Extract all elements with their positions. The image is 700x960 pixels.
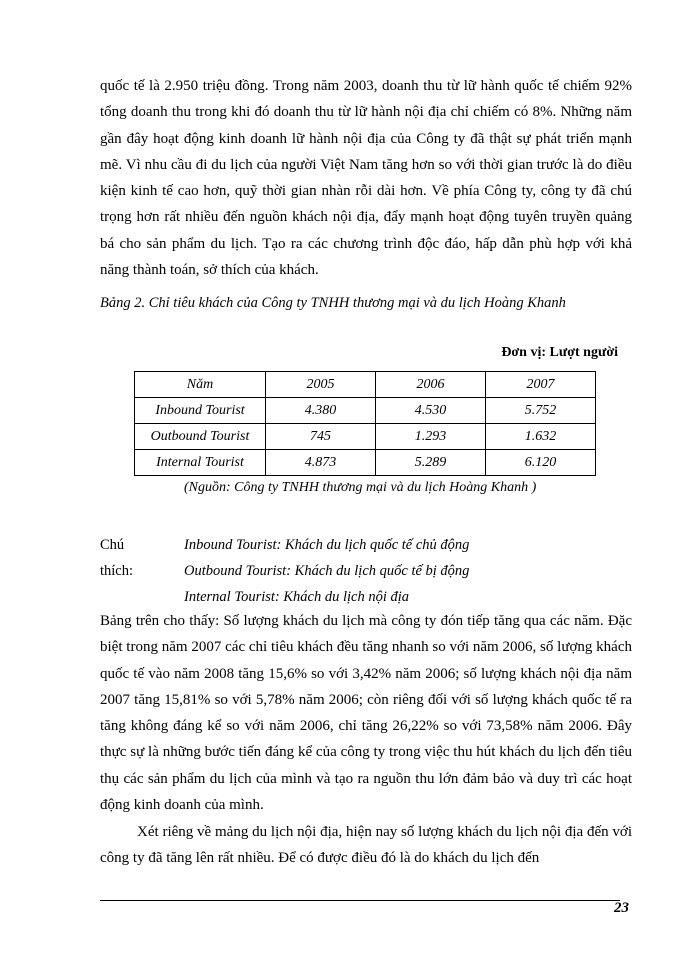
table-cell: 4.530 bbox=[376, 398, 486, 424]
table-cell: 4.873 bbox=[266, 450, 376, 476]
table-cell: Outbound Tourist bbox=[135, 424, 266, 450]
table-cell: 1.293 bbox=[376, 424, 486, 450]
table-cell: 1.632 bbox=[486, 424, 596, 450]
table-header-cell: 2007 bbox=[486, 372, 596, 398]
paragraph-revenue: quốc tế là 2.950 triệu đồng. Trong năm 2003, doanh thu từ lữ hành quốc tế chiếm 92% tổng doanh thu trong khi đó doanh thu từ lữ hành nội địa chỉ chiếm có 8%. Những năm gần đây hoạt động kinh doanh lữ hành nội địa của Công ty đã thật sự phát triển mạnh mẽ. Vì nhu cầu đi du lịch của người Việt Nam tăng hơn so với thời gian trước là do điều kiện kinh tế cao hơn, quỹ thời gian nhàn rỗi dài hơn. Về phía Công ty, công ty đã chú trọng hơn rất nhiều đến nguồn khách nội địa, đẩy mạnh hoạt động tuyên truyền quảng bá cho sản phẩm du lịch. Tạo ra các chương trình độc đáo, hấp dẫn phù hợp với khả năng thành toán, sở thích của khách. bbox=[100, 78, 632, 279]
table-cell: 745 bbox=[266, 424, 376, 450]
table-header-row bbox=[135, 372, 596, 398]
visitor-table bbox=[134, 371, 596, 476]
paragraph-analysis: Bảng trên cho thấy: Số lượng khách du lịch mà công ty đón tiếp tăng qua các năm. Đặc biệt trong năm 2007 các chỉ tiêu khách đều tăng nhanh so với năm 2006, số lượng khách quốc tế vào năm 2008 tăng 15,6% so với 3,42% năm 2006; số lượng khách nội địa năm 2007 tăng 15,81% so với 5,78% năm 2006; còn riêng đối với số lượng khách quốc tế ra tăng không đáng kể so với năm 2006, chỉ tăng 26,22% so với 73,58% năm 2006. Đây thực sự là những bước tiến đáng kể của công ty trong việc thu hút khách du lịch đến tiêu thụ các sản phẩm du lịch của mình và tạo ra nguồn thu lớn đảm bảo và duy trì các hoạt động kinh doanh của mình. bbox=[100, 613, 632, 814]
table-cell: Inbound Tourist bbox=[135, 398, 266, 424]
table-unit: Đơn vị: Lượt người bbox=[501, 345, 618, 360]
page-number: 23 bbox=[614, 900, 629, 916]
footer-divider bbox=[100, 900, 620, 901]
notes-label: Chú thích: bbox=[100, 537, 134, 579]
table-header-cell: 2006 bbox=[376, 372, 486, 398]
table-source: (Nguồn: Công ty TNHH thương mại và du lịch Hoàng Khanh ) bbox=[184, 480, 537, 495]
table-header-cell: 2005 bbox=[266, 372, 376, 398]
table-cell: 5.752 bbox=[486, 398, 596, 424]
table-row bbox=[135, 450, 596, 476]
table-cell: Internal Tourist bbox=[135, 450, 266, 476]
paragraph-domestic: Xét riêng về mảng du lịch nội địa, hiện nay số lượng khách du lịch nội địa đến với công ty đã tăng lên rất nhiều. Để có được điều đó là do khách du lịch đến bbox=[100, 824, 632, 867]
table-cell: 6.120 bbox=[486, 450, 596, 476]
table-caption: Bảng 2. Chỉ tiêu khách của Công ty TNHH thương mại và du lịch Hoàng Khanh bbox=[100, 295, 566, 311]
note-item: Internal Tourist: Khách du lịch nội địa bbox=[184, 589, 410, 605]
table-row bbox=[135, 424, 596, 450]
table-cell: 4.380 bbox=[266, 398, 376, 424]
note-item: Inbound Tourist: Khách du lịch quốc tế chủ động bbox=[184, 537, 470, 553]
table-header-cell: Năm bbox=[135, 372, 266, 398]
table-row bbox=[135, 398, 596, 424]
table-cell: 5.289 bbox=[376, 450, 486, 476]
note-item: Outbound Tourist: Khách du lịch quốc tế bị động bbox=[184, 563, 470, 579]
